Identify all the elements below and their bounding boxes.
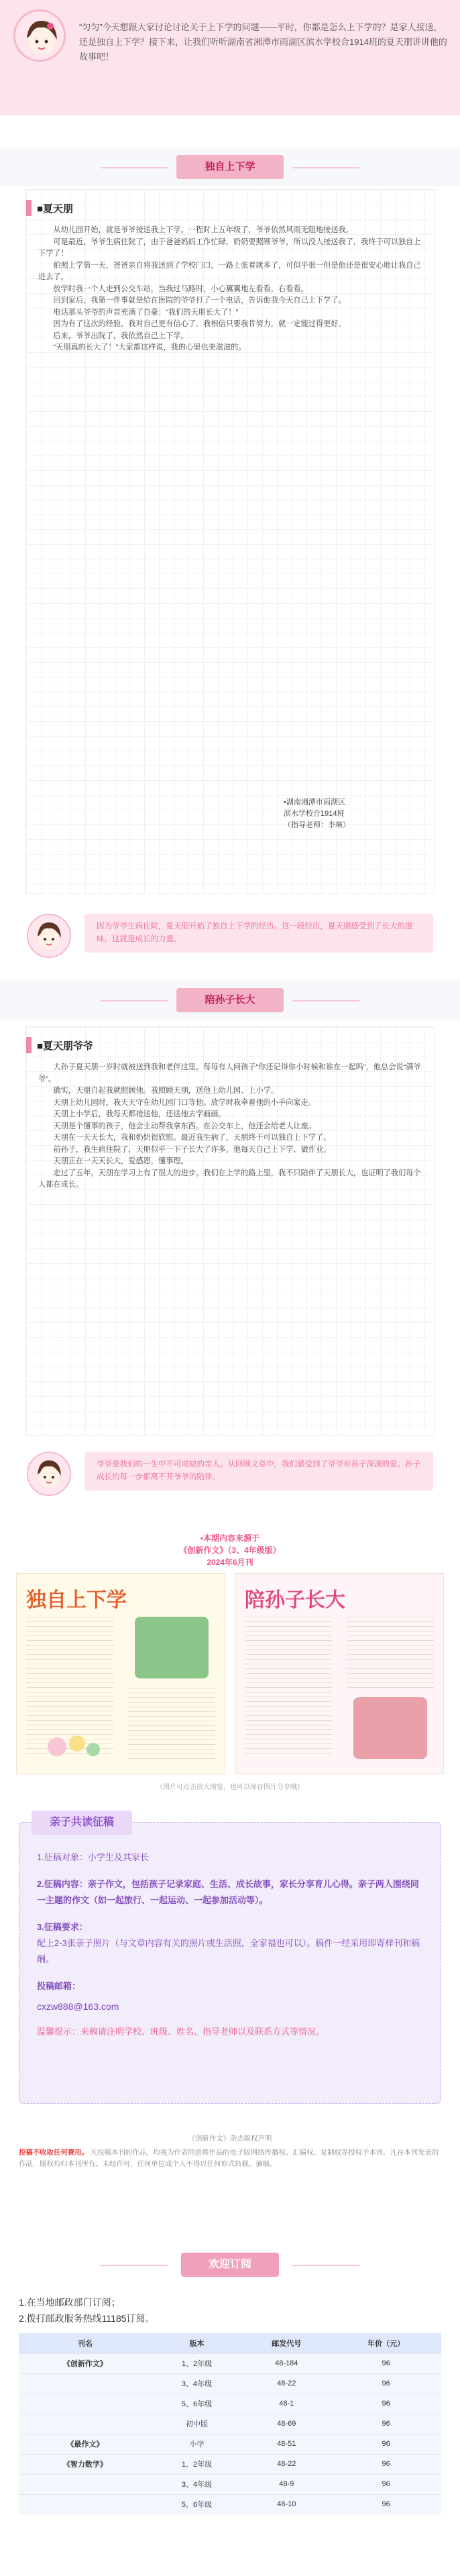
subscribe-info xyxy=(19,2294,441,2326)
story-signature xyxy=(284,797,418,831)
table-cell: 3、4年级 xyxy=(152,2474,243,2494)
section1-banner xyxy=(0,148,460,186)
paragraph: 大孙子夏天朋一岁时就被送到我和老伴这里。每每有人问孩子“你还记得你小时候和谁在一起吗”，他总会说“满爷爷”。 xyxy=(38,1063,421,1083)
subscribe-line: 1.在当地邮政部门订阅； xyxy=(19,2297,121,2308)
paragraph: 回到家后，我第一件事就是给在医院的爷爷打了一个电话，告诉他我今天自己上下学了。 xyxy=(53,297,346,305)
image-caption: （图片可点击放大浏览，也可以保存图片分享哦） xyxy=(156,1784,304,1791)
story-card-1 xyxy=(25,189,435,894)
submission-tag: 亲子共读征稿 xyxy=(32,1811,132,1835)
paragraph: 走过了五年，天朋在学习上有了很大的进步。我们在上学的路上里，我不只陪伴了天朋长大，也证明了我们每个人都在成长。 xyxy=(38,1169,421,1189)
source-line: •本期内容来源于 xyxy=(200,1534,260,1543)
signature-line: 滨水学校合1914班 xyxy=(284,810,345,818)
story-heading xyxy=(26,198,73,218)
author-name: ■夏天朋爷爷 xyxy=(37,1040,94,1052)
email-address[interactable]: cxzw888@163.com xyxy=(37,2001,119,2012)
intro-text: “匀匀”今天想跟大家讨论讨论关于上下学的问题——平时，你都是怎么上下学的？是家人接送，还是独自上下学？接下来，让我们听听湖南省湘潭市雨湖区滨水学校合1914班的夏天朋讲讲他的故事吧！ xyxy=(79,22,447,62)
column-header: 邮发代号 xyxy=(242,2333,331,2353)
source-line: 2024年6月刊 xyxy=(207,1558,253,1567)
table-row xyxy=(19,2414,441,2434)
table-row xyxy=(19,2454,441,2474)
paragraph: 天朋在一天天长大，我和奶奶很欣慰。最近我生病了，天朋终于可以独自上下学了。 xyxy=(53,1134,331,1142)
table-cell: 5、6年级 xyxy=(152,2494,243,2514)
magazine-title: 独自上下学 xyxy=(26,1589,127,1611)
text-column xyxy=(347,1617,434,1690)
subscribe-line: 2.拨打邮政服务热线11185订阅。 xyxy=(19,2313,155,2324)
table-cell xyxy=(19,2414,152,2434)
copyright-body: 凡投稿本刊的作品，均视为作者同意将作品的电子版网络传播权、汇编权、复制权等授权予本刊。凡在本刊发表的作品，版权均归本刊所有。未经许可，任何单位或个人不得以任何形式转载、摘编。 xyxy=(19,2149,439,2168)
photo xyxy=(353,1697,427,1759)
paragraph: 可是最近，爷爷生病住院了，由于爸爸妈妈工作忙碌，奶奶要照顾爷爷，所以没人接送我了，我终于可以独自上下学了！ xyxy=(38,237,421,258)
paragraph: 因为有了这次的经验，我对自己更有信心了。我相信只要我肯努力，就一定能过得更好。 xyxy=(53,320,346,328)
table-cell: 初中版 xyxy=(152,2414,243,2434)
table-cell xyxy=(19,2394,152,2414)
table-row xyxy=(19,2394,441,2414)
source-block xyxy=(0,1532,460,1568)
table-row xyxy=(19,2373,441,2394)
heading-bar xyxy=(26,1037,32,1053)
flower-illustration xyxy=(44,1727,104,1767)
table-cell: 48-51 xyxy=(242,2434,331,2454)
table-cell: 5、6年级 xyxy=(152,2394,243,2414)
table-cell: 48-69 xyxy=(242,2414,331,2434)
magazine-page-right[interactable] xyxy=(235,1573,444,1774)
editor-note-2 xyxy=(27,1452,433,1499)
table-cell: 《智力数学》 xyxy=(19,2454,152,2474)
author-name: ■夏天朋 xyxy=(37,203,74,215)
mascot-avatar xyxy=(27,1452,71,1496)
table-cell xyxy=(19,2474,152,2494)
remark: 温馨提示：来稿请注明学校、班级、姓名、指导老师以及联系方式等情况。 xyxy=(37,2027,325,2037)
table-cell: 48-22 xyxy=(242,2454,331,2474)
table-cell: 96 xyxy=(331,2373,441,2394)
column-header: 刊名 xyxy=(19,2333,152,2353)
table-cell: 48-1 xyxy=(242,2394,331,2414)
paragraph: 天朋是个懂事的孩子，他会主动帮我拿东西。在公交车上，他还会给老人让座。 xyxy=(53,1122,316,1130)
editor-note-1 xyxy=(27,914,433,961)
mascot-avatar xyxy=(13,9,66,62)
table-cell: 48-184 xyxy=(242,2353,331,2373)
paragraph: 前孙子，我生病住院了，天朋似乎一下子长大了许多。他每天自己上下学、做作业。 xyxy=(53,1145,331,1154)
table-cell: 96 xyxy=(331,2434,441,2454)
table-cell: 48-9 xyxy=(242,2474,331,2494)
signature-line: •湖南湘潭市雨湖区 xyxy=(284,798,345,806)
paragraph: 从幼儿园开始，就是爷爷接送我上下学。一程时上五年级了，爷爷依然风雨无阻地接送我。 xyxy=(53,226,353,234)
copyright-lead: 投稿不收取任何费用。 xyxy=(19,2149,89,2157)
copyright-title: 《创新作文》杂志版权声明 xyxy=(188,2135,272,2143)
email-label: 投稿邮箱： xyxy=(37,1981,81,1991)
table-cell: 1、2年级 xyxy=(152,2353,243,2373)
table-cell: 96 xyxy=(331,2394,441,2414)
submission-item: 1.征稿对象：小学生及其家长 xyxy=(37,1852,149,1862)
section1-title: 独自上下学 xyxy=(176,155,284,179)
story-card-2 xyxy=(25,1026,435,1436)
table-cell xyxy=(19,2373,152,2394)
table-row xyxy=(19,2434,441,2454)
story-body xyxy=(38,1062,424,1191)
table-cell: 48-22 xyxy=(242,2373,331,2394)
signature-line: （指导老师：李琳） xyxy=(284,821,350,829)
paragraph: 电话那头爷爷的声音充满了自豪：“我们的天朋长大了！” xyxy=(53,308,239,317)
editor-note-text: 爷爷是我们的一生中不可或缺的亲人。从回顾文章中，我们感受到了爷爷对孙子深深的爱。孙子成长的每一步都离不开爷爷的陪伴。 xyxy=(84,1452,433,1491)
table-row xyxy=(19,2474,441,2494)
heading-bar xyxy=(26,200,32,216)
subscribe-title: 欢迎订阅 xyxy=(181,2253,279,2277)
paragraph: 天朋正在一天天长大，爱感恩，懂事理。 xyxy=(53,1157,188,1165)
table-cell: 96 xyxy=(331,2353,441,2373)
paragraph: 天朋上小学后，我每天都接送他，还送他去学画画。 xyxy=(53,1110,226,1118)
table-cell: 《创新作文》 xyxy=(19,2353,152,2373)
paragraph: 后来，爷爷出院了，我依然自己上下学。 xyxy=(53,331,188,340)
photo xyxy=(135,1617,209,1678)
editor-note-text: 因为爷爷生病住院，夏天朋开始了独自上下学的经历。这一段经历，夏天朋感受到了长大的滋味，这就是成长的力量。 xyxy=(84,914,433,953)
paragraph: 确实，天朋自起我就照顾他。我照顾天朋，送他上幼儿园、上小学。 xyxy=(53,1087,279,1095)
submission-body xyxy=(37,1849,426,2040)
column-header: 版本 xyxy=(152,2333,243,2353)
table-cell xyxy=(19,2494,152,2514)
divider xyxy=(292,167,359,168)
copyright-block xyxy=(19,2133,441,2170)
paragraph: 天朋上幼儿园时，我天天守在幼儿园门口等他。放学时我牵着他的小手向家走。 xyxy=(53,1098,316,1107)
table-cell: 96 xyxy=(331,2494,441,2514)
story-body xyxy=(38,225,424,354)
table-row xyxy=(19,2494,441,2514)
paragraph: “天朋真的长大了！”大家都这样说，我的心里也美滋滋的。 xyxy=(53,343,246,352)
divider xyxy=(292,1000,359,1002)
paragraph: 拍照上学第一天，爸爸亲自将我送到了学校门口，一路上张着就多了，可似乎很一但是他还是很安心地让我自己进去了。 xyxy=(38,261,421,281)
paragraph: 放学时我一个人走到公交车站，当我过马路时，小心翼翼地左看看，右看看。 xyxy=(53,284,308,293)
divider xyxy=(101,167,168,168)
submission-box xyxy=(19,1817,441,2104)
table-cell: 《最作文》 xyxy=(19,2434,152,2454)
section2-banner xyxy=(0,981,460,1020)
table-header-row xyxy=(19,2333,441,2353)
price-table xyxy=(19,2333,441,2514)
section2-title: 陪孙子长大 xyxy=(176,988,284,1012)
table-cell: 48-10 xyxy=(242,2494,331,2514)
text-column xyxy=(245,1617,332,1758)
table-cell: 1、2年级 xyxy=(152,2454,243,2474)
submission-item: 3.征稿要求： xyxy=(37,1922,88,1932)
story-heading xyxy=(26,1035,93,1055)
source-line: 《创新作文》（3、4年级版） xyxy=(179,1546,281,1555)
table-cell: 96 xyxy=(331,2414,441,2434)
table-cell: 小学 xyxy=(152,2434,243,2454)
column-header: 年价（元） xyxy=(331,2333,441,2353)
table-cell: 3、4年级 xyxy=(152,2373,243,2394)
table-row xyxy=(19,2353,441,2373)
mascot-avatar xyxy=(27,914,71,958)
magazine-page-left[interactable] xyxy=(16,1573,225,1774)
magazine-title: 陪孙子长大 xyxy=(245,1589,345,1611)
intro-block xyxy=(0,0,460,115)
text-column xyxy=(128,1688,215,1762)
divider xyxy=(292,2265,359,2266)
submission-item: 配上2-3张亲子照片（与文章内容有关的照片或生活照，全家福也可以）。稿件一经采用即寄样刊和稿酬。 xyxy=(37,1938,420,1964)
submission-item: 2.征稿内容：亲子作文，包括孩子记录家庭、生活、成长故事，家长分享育儿心得。亲子两人围绕同一主题的作文（如一起旅行、一起运动、一起参加活动等）。 xyxy=(37,1879,419,1905)
magazine-pages xyxy=(16,1573,444,1774)
table-cell: 96 xyxy=(331,2474,441,2494)
divider xyxy=(101,1000,168,1002)
table-cell: 96 xyxy=(331,2454,441,2474)
divider xyxy=(101,2265,168,2266)
